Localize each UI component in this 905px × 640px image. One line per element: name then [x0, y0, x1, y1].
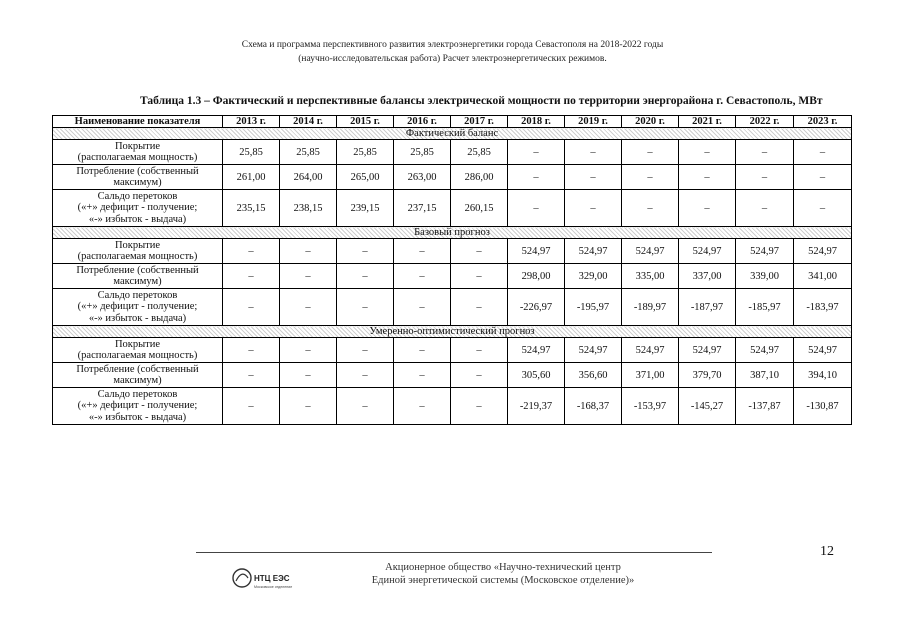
value-cell: – [565, 165, 622, 190]
column-header-year: 2021 г. [679, 116, 736, 128]
value-cell: 356,60 [565, 363, 622, 388]
section-row [53, 227, 852, 239]
column-header-year: 2014 г. [280, 116, 337, 128]
value-cell: – [394, 239, 451, 264]
value-cell: – [622, 165, 679, 190]
column-header-year: 2022 г. [736, 116, 794, 128]
column-header-year: 2017 г. [451, 116, 508, 128]
organization-info [312, 561, 694, 587]
indicator-name-line: Потребление (собственный [76, 363, 199, 375]
value-cell: 25,85 [280, 140, 337, 165]
value-cell: – [337, 388, 394, 425]
value-cell: – [280, 289, 337, 326]
value-cell: – [451, 239, 508, 264]
header-line-2: (научно-исследовательская работа) Расчет электроэнергетических режимов. [298, 54, 607, 64]
value-cell: -189,97 [622, 289, 679, 326]
column-header-year: 2013 г. [223, 116, 280, 128]
value-cell: 305,60 [508, 363, 565, 388]
table-row [53, 140, 852, 165]
value-cell: 25,85 [451, 140, 508, 165]
value-cell: 394,10 [794, 363, 852, 388]
value-cell: 335,00 [622, 264, 679, 289]
value-cell: – [736, 165, 794, 190]
value-cell: 261,00 [223, 165, 280, 190]
value-cell: – [679, 165, 736, 190]
column-header-year: 2018 г. [508, 116, 565, 128]
indicator-name-line: максимум) [113, 276, 162, 287]
indicator-name-line: («+» дефицит - получение; [77, 400, 198, 412]
value-cell: – [622, 140, 679, 165]
indicator-name-line: Покрытие [114, 338, 161, 350]
table-row [53, 239, 852, 264]
indicator-name-line: Сальдо перетоков [97, 388, 178, 400]
value-cell: – [451, 289, 508, 326]
value-cell: 25,85 [337, 140, 394, 165]
value-cell: 387,10 [736, 363, 794, 388]
value-cell: 524,97 [736, 239, 794, 264]
table-row [53, 264, 852, 289]
indicator-name [53, 140, 223, 165]
value-cell: 239,15 [337, 190, 394, 227]
value-cell: 25,85 [394, 140, 451, 165]
page-header [0, 38, 905, 66]
value-cell: -187,97 [679, 289, 736, 326]
value-cell: -185,97 [736, 289, 794, 326]
indicator-name-line: (располагаемая мощность) [77, 152, 198, 163]
value-cell: – [337, 338, 394, 363]
company-logo [230, 566, 300, 592]
value-cell: 237,15 [394, 190, 451, 227]
value-cell: – [337, 363, 394, 388]
value-cell: – [280, 363, 337, 388]
value-cell: -137,87 [736, 388, 794, 425]
value-cell: 524,97 [508, 338, 565, 363]
value-cell: 524,97 [794, 338, 852, 363]
value-cell: 286,00 [451, 165, 508, 190]
table-header-row [53, 116, 852, 128]
value-cell: – [337, 264, 394, 289]
table-row [53, 338, 852, 363]
balance-table [52, 115, 852, 425]
value-cell: – [223, 388, 280, 425]
column-header-year: 2016 г. [394, 116, 451, 128]
value-cell: 235,15 [223, 190, 280, 227]
value-cell: 524,97 [565, 338, 622, 363]
value-cell: -183,97 [794, 289, 852, 326]
value-cell: – [451, 338, 508, 363]
value-cell: 263,00 [394, 165, 451, 190]
indicator-name-line: (располагаемая мощность) [77, 251, 198, 262]
indicator-name [53, 264, 223, 289]
value-cell: – [394, 289, 451, 326]
page-number: 12 [820, 544, 834, 559]
value-cell: – [337, 289, 394, 326]
org-line-2: Единой энергетической системы (Московское отделение)» [371, 575, 635, 586]
value-cell: 524,97 [794, 239, 852, 264]
value-cell: -219,37 [508, 388, 565, 425]
org-line-1: Акционерное общество «Научно-технический центр [385, 562, 621, 573]
indicator-name-line: «-» избыток - выдача) [88, 312, 187, 324]
value-cell: – [394, 264, 451, 289]
value-cell: -226,97 [508, 289, 565, 326]
value-cell: – [223, 264, 280, 289]
value-cell: – [565, 190, 622, 227]
indicator-name-line: («+» дефицит - получение; [77, 202, 198, 214]
value-cell: – [622, 190, 679, 227]
indicator-name-line: Покрытие [114, 140, 161, 152]
value-cell: – [394, 338, 451, 363]
logo-text: НТЦ ЕЭС [254, 574, 290, 583]
value-cell: 524,97 [736, 338, 794, 363]
value-cell: 524,97 [565, 239, 622, 264]
value-cell: – [280, 338, 337, 363]
indicator-name-line: («+» дефицит - получение; [77, 301, 198, 313]
value-cell: 298,00 [508, 264, 565, 289]
value-cell: 524,97 [622, 338, 679, 363]
value-cell: 524,97 [679, 338, 736, 363]
column-header-year: 2023 г. [794, 116, 852, 128]
value-cell: 238,15 [280, 190, 337, 227]
value-cell: 524,97 [622, 239, 679, 264]
value-cell: -130,87 [794, 388, 852, 425]
value-cell: – [223, 289, 280, 326]
indicator-name-line: Сальдо перетоков [97, 289, 178, 301]
value-cell: 25,85 [223, 140, 280, 165]
indicator-name-line: Потребление (собственный [76, 165, 199, 177]
value-cell: 264,00 [280, 165, 337, 190]
value-cell: – [280, 239, 337, 264]
column-header-year: 2019 г. [565, 116, 622, 128]
logo-subtext: Московское отделение [254, 585, 293, 589]
value-cell: -195,97 [565, 289, 622, 326]
value-cell: 260,15 [451, 190, 508, 227]
value-cell: – [565, 140, 622, 165]
value-cell: 337,00 [679, 264, 736, 289]
indicator-name [53, 289, 223, 326]
indicator-name [53, 239, 223, 264]
section-title: Базовый прогноз [53, 227, 852, 239]
table-title: Таблица 1.3 – Фактический и перспективные балансы электрической мощности по территории энергорайона г. Севастополь, МВт [140, 95, 823, 107]
value-cell: 524,97 [508, 239, 565, 264]
column-header-year: 2020 г. [622, 116, 679, 128]
value-cell: – [679, 190, 736, 227]
table-row [53, 289, 852, 326]
value-cell: – [394, 388, 451, 425]
indicator-name [53, 338, 223, 363]
value-cell: – [280, 264, 337, 289]
value-cell: – [451, 363, 508, 388]
section-row [53, 326, 852, 338]
section-title: Умеренно-оптимистический прогноз [53, 326, 852, 338]
indicator-name [53, 363, 223, 388]
value-cell: – [794, 140, 852, 165]
indicator-name-line: (располагаемая мощность) [77, 350, 198, 361]
footer-divider [196, 552, 712, 553]
value-cell: – [794, 165, 852, 190]
indicator-name [53, 165, 223, 190]
indicator-name-line: «-» избыток - выдача) [88, 411, 187, 423]
value-cell: -168,37 [565, 388, 622, 425]
indicator-name-line: «-» избыток - выдача) [88, 213, 187, 225]
indicator-name-line: Потребление (собственный [76, 264, 199, 276]
value-cell: – [508, 190, 565, 227]
indicator-name-line: максимум) [113, 177, 162, 188]
value-cell: – [679, 140, 736, 165]
value-cell: 371,00 [622, 363, 679, 388]
value-cell: – [736, 190, 794, 227]
value-cell: – [223, 338, 280, 363]
table-row [53, 388, 852, 425]
table-row [53, 363, 852, 388]
table-row [53, 190, 852, 227]
value-cell: – [508, 140, 565, 165]
section-row [53, 128, 852, 140]
value-cell: – [736, 140, 794, 165]
value-cell: – [337, 239, 394, 264]
value-cell: – [794, 190, 852, 227]
header-line-1: Схема и программа перспективного развития электроэнергетики города Севастополя на 2018-2022 годы [241, 40, 664, 50]
value-cell: 379,70 [679, 363, 736, 388]
value-cell: 339,00 [736, 264, 794, 289]
value-cell: – [508, 165, 565, 190]
value-cell: 341,00 [794, 264, 852, 289]
table-row [53, 165, 852, 190]
value-cell: – [223, 363, 280, 388]
value-cell: -153,97 [622, 388, 679, 425]
section-title: Фактический баланс [53, 128, 852, 140]
indicator-name-line: Сальдо перетоков [97, 190, 178, 202]
indicator-name-line: максимум) [113, 375, 162, 386]
column-header-year: 2015 г. [337, 116, 394, 128]
value-cell: – [394, 363, 451, 388]
column-header-name: Наименование показателя [53, 116, 223, 128]
value-cell: -145,27 [679, 388, 736, 425]
value-cell: – [223, 239, 280, 264]
indicator-name [53, 190, 223, 227]
value-cell: 265,00 [337, 165, 394, 190]
value-cell: – [451, 388, 508, 425]
value-cell: 329,00 [565, 264, 622, 289]
value-cell: 524,97 [679, 239, 736, 264]
indicator-name [53, 388, 223, 425]
value-cell: – [451, 264, 508, 289]
indicator-name-line: Покрытие [114, 239, 161, 251]
value-cell: – [280, 388, 337, 425]
